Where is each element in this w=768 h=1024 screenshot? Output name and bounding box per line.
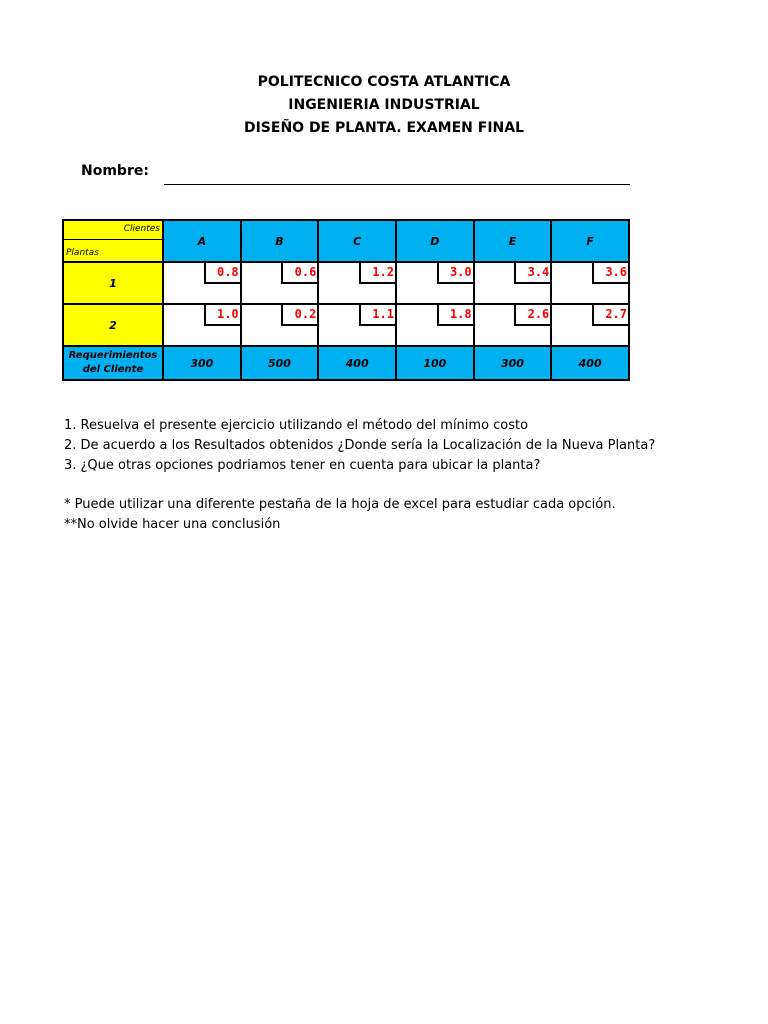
document-header (0, 71, 768, 140)
requirements-label-line1: Requerimientos (68, 350, 158, 361)
cost-value: 1.8 (437, 305, 473, 326)
requirement-value: 500 (241, 346, 319, 380)
allocation-cell[interactable] (551, 304, 629, 346)
name-label: Nombre: (81, 163, 149, 179)
cost-table (62, 219, 630, 381)
cost-value: 0.8 (204, 263, 240, 284)
client-header-e: E (474, 220, 552, 262)
note-2: **No olvide hacer una conclusión (64, 517, 281, 532)
allocation-cell[interactable] (318, 304, 396, 346)
instructions-block (64, 416, 655, 535)
table-header-row (63, 220, 629, 262)
allocation-cell[interactable] (163, 262, 241, 304)
client-header-f: F (551, 220, 629, 262)
institution-title: POLITECNICO COSTA ATLANTICA (257, 74, 511, 90)
clients-label: Clientes (123, 224, 160, 234)
cost-value: 1.1 (359, 305, 395, 326)
plant-header-1: 1 (63, 262, 163, 304)
client-header-b: B (241, 220, 319, 262)
cost-value: 1.0 (204, 305, 240, 326)
cost-value: 1.2 (359, 263, 395, 284)
question-3: 3. ¿Que otras opciones podriamos tener en cuenta para ubicar la planta? (64, 458, 541, 473)
allocation-cell[interactable] (163, 304, 241, 346)
spacer (64, 476, 655, 495)
cost-value: 3.6 (592, 263, 628, 284)
note-1: * Puede utilizar una diferente pestaña de la hoja de excel para estudiar cada opción. (64, 497, 616, 512)
requirement-value: 400 (318, 346, 396, 380)
allocation-cell[interactable] (551, 262, 629, 304)
cost-value: 3.4 (514, 263, 550, 284)
client-header-d: D (396, 220, 474, 262)
requirements-row (63, 346, 629, 380)
corner-cell (63, 220, 163, 262)
plants-label: Plantas (66, 248, 99, 258)
allocation-cell[interactable] (318, 262, 396, 304)
client-header-c: C (318, 220, 396, 262)
allocation-cell[interactable] (241, 304, 319, 346)
requirement-value: 300 (474, 346, 552, 380)
table-row (63, 304, 629, 346)
question-2: 2. De acuerdo a los Resultados obtenidos ¿Donde sería la Localización de la Nueva Planta? (64, 438, 656, 453)
allocation-cell[interactable] (241, 262, 319, 304)
allocation-cell[interactable] (474, 262, 552, 304)
question-1: 1. Resuelva el presente ejercicio utilizando el método del mínimo costo (64, 418, 529, 433)
plant-header-2: 2 (63, 304, 163, 346)
cost-value: 3.0 (437, 263, 473, 284)
allocation-cell[interactable] (396, 262, 474, 304)
exam-title: DISEÑO DE PLANTA. EXAMEN FINAL (243, 120, 525, 136)
allocation-cell[interactable] (474, 304, 552, 346)
table-row (63, 262, 629, 304)
cost-value: 2.6 (514, 305, 550, 326)
requirement-value: 300 (163, 346, 241, 380)
cost-value: 2.7 (592, 305, 628, 326)
allocation-cell[interactable] (396, 304, 474, 346)
cost-value: 0.2 (281, 305, 317, 326)
corner-divider (64, 239, 162, 240)
program-title: INGENIERIA INDUSTRIAL (288, 97, 480, 113)
name-field-line[interactable] (164, 184, 630, 185)
requirement-value: 100 (396, 346, 474, 380)
cost-value: 0.6 (281, 263, 317, 284)
requirement-value: 400 (551, 346, 629, 380)
requirements-header (63, 346, 163, 380)
requirements-label-line2: del Cliente (82, 364, 144, 375)
client-header-a: A (163, 220, 241, 262)
